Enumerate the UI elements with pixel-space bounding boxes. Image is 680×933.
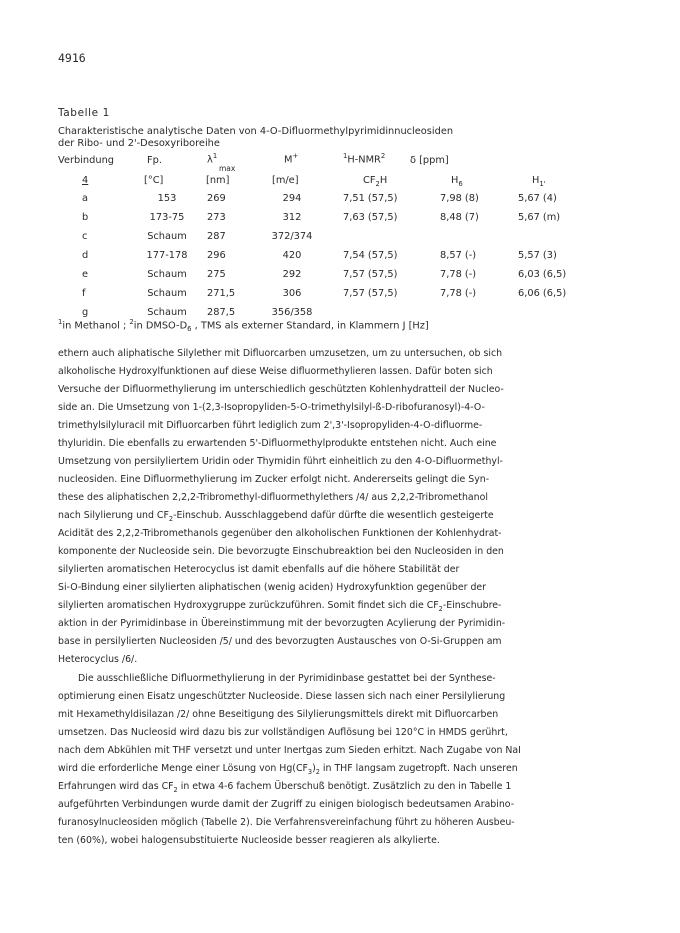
cell-lambda: 269 [207,193,226,204]
page-number: 4916 [58,51,86,65]
body-line: furanosylnucleosiden möglich (Tabelle 2). Die Verfahrensvereinfachung führt zu höheren Ausbeu- [58,817,515,828]
header-h1: $H_{1'}$ [532,175,546,188]
body-line: side an. Die Umsetzung von 1-(2,3-Isopropyliden-5-O-trimethylsilyl-ß-D-ribofuranosyl)-4-O- [58,402,485,413]
cell-fp: 153 [157,193,177,204]
cell-mplus: 312 [282,212,302,223]
body-line: Acidität des 2,2,2-Tribromethanols gegenüber den alkoholischen Funktionen der Kohlenhydrat- [58,528,502,539]
cell-verbindung: d [82,250,89,261]
body-line: nach Silylierung und $CF_2$-Einschub. Ausschlaggebend dafür dürfte die wesentlich gesteigerte [58,510,494,523]
body-line: komponente der Nucleoside sein. Die bevorzugte Einschubreaktion bei den Nucleosiden in den [58,546,504,557]
cell-verbindung: f [82,288,86,299]
cell-cf2h: 7,57 (57,5) [343,269,398,280]
body-line: optimierung einen Eisatz ungeschützter Nucleoside. Diese lassen sich nach einer Persilylierung [58,691,506,702]
cell-lambda: 287,5 [207,307,236,318]
cell-mplus: 306 [282,288,302,299]
cell-cf2h: 7,54 (57,5) [343,250,398,261]
body-line: Heterocyclus /6/. [58,654,138,665]
body-line: alkoholische Hydroxylfunktionen auf diese Weise difluormethylieren lassen. Dafür boten sich [58,366,493,377]
cell-fp: 173-75 [149,212,185,223]
body-line: nucleosiden. Eine Difluormethylierung im Zucker erfolgt nicht. Andererseits gelingt die Syn- [58,474,490,485]
cell-h6: 8,57 (-) [440,250,477,261]
table-label: Tabelle 1 [58,107,110,119]
cell-fp: Schaum [147,307,187,318]
cell-h1: 6,06 (6,5) [518,288,567,299]
body-line: ten (60%), wobei halogensubstituierte Nucleoside besser reagieren als alkylierte. [58,835,440,846]
body-line: silylierten aromatischen Heterocyclus ist damit ebenfalls auf die höhere Stabilität der [58,564,460,575]
cell-lambda: 275 [207,269,226,280]
cell-mplus: 372/374 [271,231,313,242]
body-line: silylierten aromatischen Hydroxygruppe zurückzuführen. Somit findet sich die $CF_2-Einschubre-$ [58,600,502,613]
cell-h6: 7,78 (-) [440,288,477,299]
cell-fp: Schaum [147,269,187,280]
header-lambda-unit: [nm] [206,175,230,186]
cell-h1: 5,67 (m) [518,212,561,223]
cell-verbindung: b [82,212,89,223]
cell-h1: 6,03 (6,5) [518,269,567,280]
cell-verbindung: a [82,193,89,204]
header-fp-unit: [°C] [144,175,164,186]
cell-h6: 7,78 (-) [440,269,477,280]
header-mplus-unit: [m/e] [272,175,299,186]
cell-fp: Schaum [147,231,187,242]
header-cf2h: $CF_2H$ [363,175,388,188]
cell-lambda: 271,5 [207,288,236,299]
body-line: nach dem Abkühlen mit THF versetzt und unter Inertgas zum Sieden erhitzt. Nach Zugabe von NaI [58,745,521,756]
header-fp: Fp. [147,155,162,166]
body-line: umsetzen. Das Nucleosid wird dazu bis zur vollständigen Auflösung bei 120°C in HMDS gerührt, [58,727,508,738]
body-line: thyluridin. Die ebenfalls zu erwartenden 5'-Difluormethylprodukte entstehen nicht. Auch eine [58,438,497,449]
cell-fp: 177-178 [146,250,188,261]
body-line: Si-O-Bindung einer silylierten aliphatischen (wenig aciden) Hydroxyfunktion gegenüber der [58,582,487,593]
cell-h1: 5,57 (3) [518,250,557,261]
body-line: Umsetzung von persilyliertem Uridin oder Thymidin führt einheitlich zu den 4-O-Difluormethyl- [58,456,503,467]
body-line: Erfahrungen wird das $CF_2$ in etwa 4-6 fachem Überschuß benötigt. Zusätzlich zu den in Tabelle 1 [58,781,512,794]
table-footnote: $^1$in Methanol ; $^2$in DMSO-$D_6$ , TMS als externer Standard, in Klammern J [Hz] [58,318,429,334]
cell-h6: 8,48 (7) [440,212,479,223]
cell-mplus: 420 [282,250,302,261]
cell-mplus: 294 [282,193,302,204]
header-h6: $H_6$ [451,175,463,188]
body-line: trimethylsilyluracil mit Difluorcarben führt lediglich zum 2',3'-Isopropyliden-4-O-difluorme- [58,420,483,431]
table-caption-line-1: Charakteristische analytische Daten von 4-O-Difluormethylpyrimidinnucleosiden [58,126,454,137]
table-caption-line-2: der Ribo- und 2'-Desoxyriboreihe [58,138,220,149]
cell-h1: 5,67 (4) [518,193,557,204]
body-line: Versuche der Difluormethylierung im unterschiedlich geschützten Kohlenhydratteil der Nucleo- [58,384,504,395]
header-verbindung: Verbindung [58,155,115,166]
header-lambda-max: max [219,164,236,173]
cell-cf2h: 7,63 (57,5) [343,212,398,223]
cell-verbindung: c [82,231,88,242]
header-lambda: $\lambda^1$ [207,152,218,166]
body-line: ethern auch aliphatische Silylether mit Difluorcarben umzusetzen, um zu untersuchen, ob sich [58,348,503,359]
body-line: these des aliphatischen 2,2,2-Tribromethyl-difluormethylethers /4/ aus 2,2,2-Tribromethanol [58,492,488,503]
cell-cf2h: 7,51 (57,5) [343,193,398,204]
cell-lambda: 273 [207,212,226,223]
cell-mplus: 356/358 [271,307,313,318]
header-nmr: $^1$H-NMR$^2$ [343,152,386,166]
header-mplus: M+ [284,152,299,166]
cell-cf2h: 7,57 (57,5) [343,288,398,299]
cell-mplus: 292 [282,269,302,280]
body-line: mit Hexamethyldisilazan /2/ ohne Beseitigung des Silylierungsmittels direkt mit Difluorcarben [58,709,499,720]
body-line: aufgeführten Verbindungen wurde damit der Zugriff zu einigen biologisch bedeutsamen Arabino- [58,799,515,810]
cell-verbindung: g [82,307,89,318]
body-line: wird die erforderliche Menge einer Lösung von $Hg(CF_3)_2$ in THF langsam zugetropft. Nach unseren [58,763,518,776]
cell-fp: Schaum [147,288,187,299]
body-line: Die ausschließliche Difluormethylierung in der Pyrimidinbase gestattet bei der Synthese- [78,673,496,684]
cell-h6: 7,98 (8) [440,193,479,204]
body-line: base in persilylierten Nucleosiden /5/ und des bevorzugten Austausches von O-Si-Gruppen am [58,636,502,647]
cell-verbindung: e [82,269,89,280]
cell-lambda: 287 [207,231,226,242]
cell-lambda: 296 [207,250,226,261]
header-delta: δ [ppm] [410,155,449,166]
header-compound-number: 4 [82,175,89,186]
body-line: aktion in der Pyrimidinbase in Übereinstimmung mit der bevorzugten Acylierung der Pyrimidin- [58,618,506,629]
